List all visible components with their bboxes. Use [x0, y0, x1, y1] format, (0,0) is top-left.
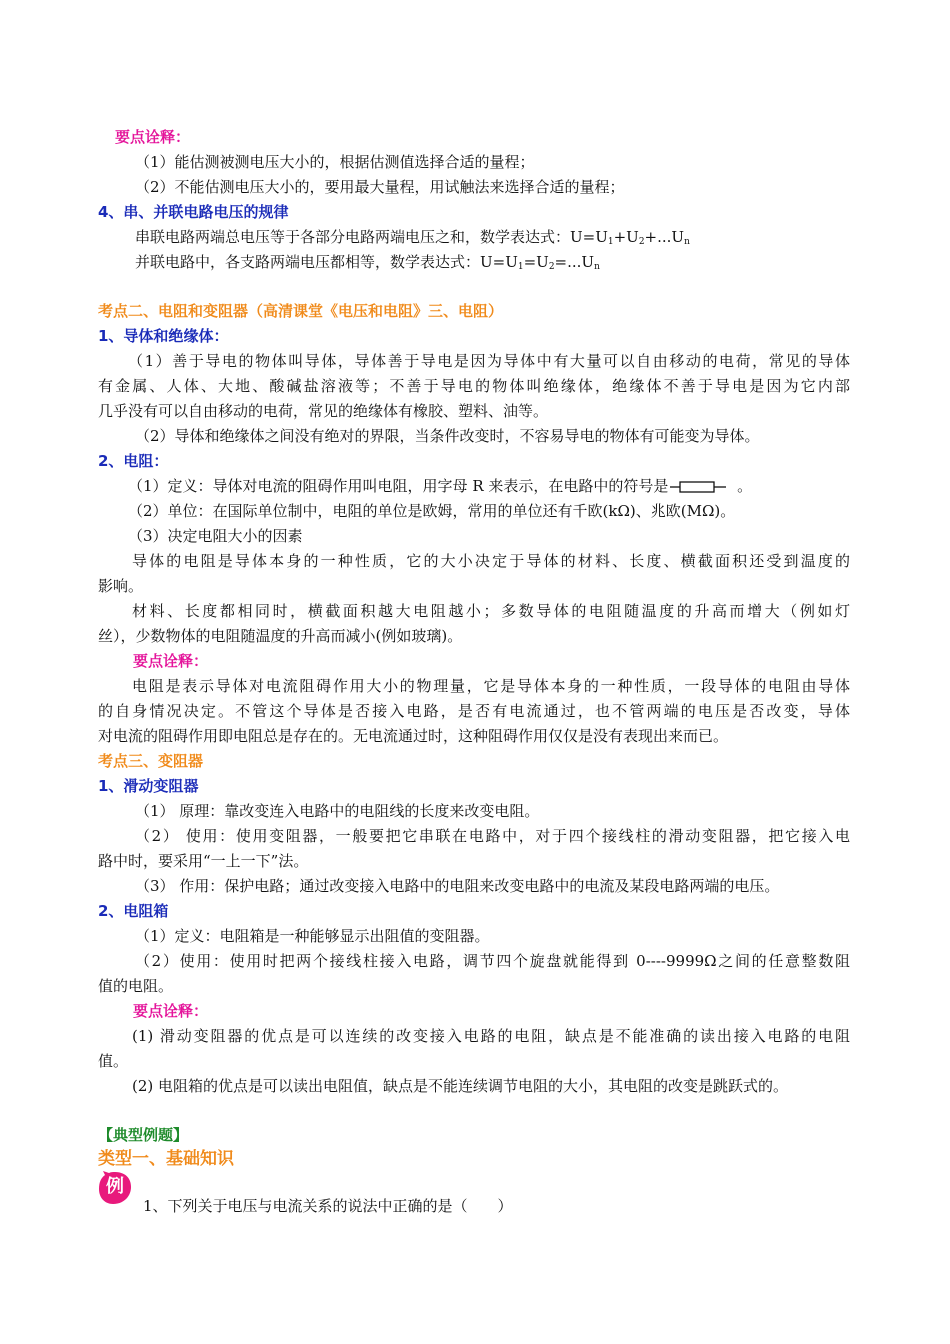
material-line-1: 材料、长度都相同时，横截面积越大电阻越小；多数导体的电阻随温度的升高而增大（例如灯: [132, 602, 850, 620]
section-title-rheostat: 考点三、变阻器: [98, 752, 204, 770]
rheostat-principle: （1） 原理：靠改变连入电路中的电阻线的长度来改变电阻。: [135, 802, 540, 820]
resistance-note-line-1: 电阻是表示导体对电流阻碍作用大小的物理量，它是导体本身的一种性质，一段导体的电阻由导体: [132, 677, 850, 695]
material-line-2: 丝），少数物体的电阻随温度的升高而减小(例如玻璃)。: [98, 627, 463, 645]
typical-examples-heading: 【典型例题】: [98, 1126, 189, 1144]
heading-sliding-rheostat: 1、滑动变阻器: [98, 777, 199, 795]
example-badge-label: 例: [106, 1176, 124, 1197]
heading-conductors-insulators: 1、导体和绝缘体：: [98, 327, 229, 345]
example-badge: [97, 1170, 133, 1206]
series-circuit-rule: 串联电路两端总电压等于各部分电路两端电压之和，数学表达式：$U=U_1+U_2+...U_n$: [135, 228, 690, 247]
heading-resistance-box: 2、电阻箱: [98, 902, 169, 920]
conductor-paragraph-line-1: （1）善于导电的物体叫导体，导体善于导电是因为导体中有大量可以自由移动的电荷，常见的导体: [128, 352, 850, 370]
resistance-box-usage-line-2: 值的电阻。: [98, 977, 174, 995]
resistance-definition: （1）定义：导体对电流的阻碍作用叫电阻，用字母 R 来表示，在电路中的符号是 。: [128, 477, 753, 495]
factors-line-2: 影响。: [98, 577, 144, 595]
parallel-circuit-rule: 并联电路中，各支路两端电压都相等，数学表达式：$U=U_1=U_2=...U_n$: [135, 253, 600, 272]
key-points-heading-3: 要点诠释：: [133, 1002, 209, 1020]
resistance-box-usage-line-1: （2）使用：使用时把两个接线柱接入电路，调节四个旋盘就能得到 0----9999Ω之间的任意整数阻: [135, 952, 850, 970]
conductor-paragraph-line-3: 几乎没有可以自由移动的电荷，常见的绝缘体有橡胶、塑料、油等。: [98, 402, 549, 420]
rheostat-usage-line-2: 路中时，要采用“一上一下”法。: [98, 852, 309, 870]
rheostat-usage-line-1: （2） 使用：使用变阻器，一般要把它串联在电路中，对于四个接线柱的滑动变阻器，把它接入电: [135, 827, 850, 845]
type-one-heading: 类型一、基础知识: [98, 1149, 234, 1169]
resistance-factors-heading: （3）决定电阻大小的因素: [128, 527, 303, 545]
conductor-insulator-boundary: （2）导体和绝缘体之间没有绝对的界限，当条件改变时，不容易导电的物体有可能变为导体。: [135, 427, 760, 445]
key-point-1: （1）能估测被测电压大小的，根据估测值选择合适的量程；: [135, 153, 535, 171]
key-points-heading-2: 要点诠释：: [133, 652, 209, 670]
resistance-note-line-2: 的自身情况决定。不管这个导体是否接入电路，是否有电流通过，也不管两端的电压是否改变，导体: [98, 702, 850, 720]
comparison-1-line-2: 值。: [98, 1052, 129, 1070]
section-title-resistance: 考点二、电阻和变阻器（高清课堂《电压和电阻》三、电阻）: [98, 302, 504, 320]
rheostat-function: （3） 作用：保护电路；通过改变接入电路中的电阻来改变电路中的电流及某段电路两端的电压。: [135, 877, 780, 895]
resistance-note-line-3: 对电流的阻碍作用即电阻总是存在的。无电流通过时，这种阻碍作用仅仅是没有表现出来而已。: [98, 727, 729, 745]
comparison-1-line-1: (1) 滑动变阻器的优点是可以连续的改变接入电路的电阻，缺点是不能准确的读出接入电路的电阻: [132, 1027, 850, 1045]
key-point-2: （2）不能估测电压大小的，要用最大量程，用试触法来选择合适的量程；: [135, 178, 625, 196]
resistance-box-definition: （1）定义：电阻箱是一种能够显示出阻值的变阻器。: [135, 927, 490, 945]
question-1: 1、下列关于电压与电流关系的说法中正确的是（ ）: [143, 1197, 513, 1215]
heading-resistance: 2、电阻：: [98, 452, 169, 470]
resistor-symbol-icon: [670, 480, 726, 494]
conductor-paragraph-line-2: 有金属、人体、大地、酸碱盐溶液等；不善于导电的物体叫绝缘体，绝缘体不善于导电是因为它内部: [98, 377, 850, 395]
section-heading-voltage-rules: 4、串、并联电路电压的规律: [98, 203, 289, 221]
factors-line-1: 导体的电阻是导体本身的一种性质，它的大小决定于导体的材料、长度、横截面积还受到温度的: [132, 552, 850, 570]
key-points-heading: 要点诠释：: [115, 128, 191, 146]
resistance-unit: （2）单位：在国际单位制中，电阻的单位是欧姆，常用的单位还有千欧(kΩ)、兆欧(MΩ)。: [128, 502, 736, 520]
comparison-2: (2) 电阻箱的优点是可以读出电阻值，缺点是不能连续调节电阻的大小，其电阻的改变是跳跃式的。: [132, 1077, 789, 1095]
